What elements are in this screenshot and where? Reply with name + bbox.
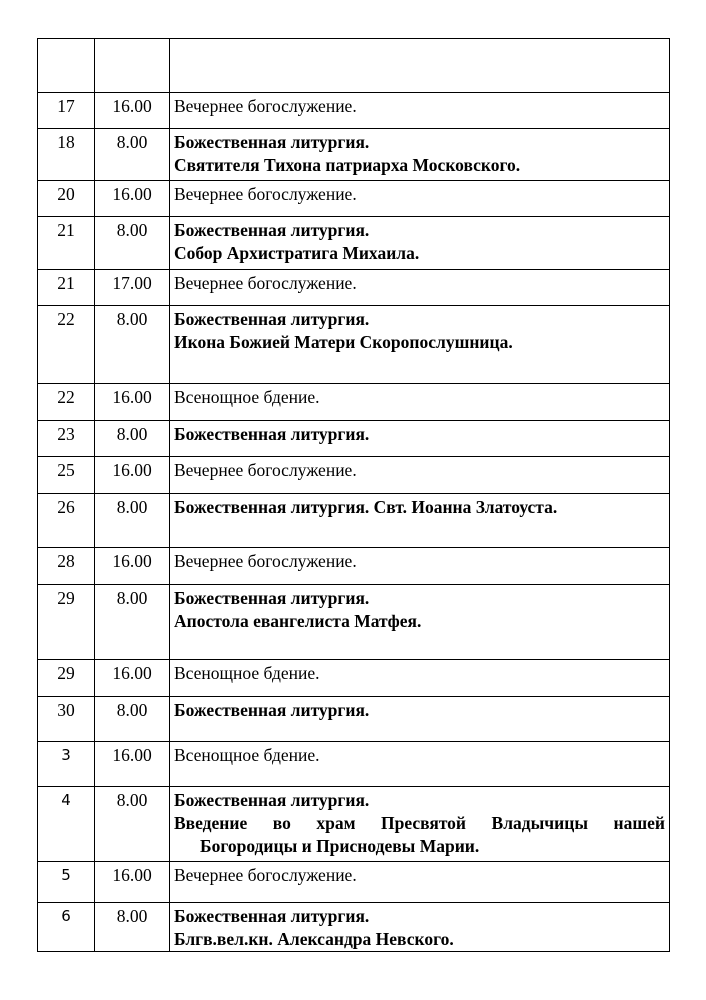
table-row [38,181,670,217]
table-row [38,384,670,421]
service-cell [170,548,670,585]
time-cell: 16.00 [95,548,170,585]
service-line: Святителя Тихона патриарха Московского. [174,155,521,175]
day-cell [38,39,95,93]
time-cell: 8.00 [95,494,170,548]
service-cell [170,421,670,457]
table-row [38,787,670,862]
day-cell: 3 [38,742,95,787]
day-cell: 29 [38,585,95,660]
service-cell [170,457,670,494]
service-cell [170,862,670,903]
time-cell: 16.00 [95,742,170,787]
service-cell [170,697,670,742]
service-line: Вечернее богослужение. [174,551,357,571]
time-cell: 16.00 [95,384,170,421]
service-cell [170,270,670,306]
service-line: Божественная литургия. [174,906,370,926]
service-line: Икона Божией Матери Скоропослушница. [174,332,513,352]
service-line: Вечернее богослужение. [174,96,357,116]
table-row [38,306,670,384]
day-cell: 25 [38,457,95,494]
service-line: Божественная литургия. [174,588,370,608]
service-line: Божественная литургия. [174,309,370,329]
service-cell [170,787,670,862]
service-cell [170,181,670,217]
time-cell: 16.00 [95,862,170,903]
day-cell: 21 [38,270,95,306]
table-row [38,697,670,742]
service-line: Введение во храм Пресвятой Владычицы нашей [174,813,665,833]
service-line: Всенощное бдение. [174,387,320,407]
table-row [38,270,670,306]
service-cell [170,129,670,181]
table-row [38,39,670,93]
day-cell: 21 [38,217,95,270]
service-cell [170,742,670,787]
service-cell [170,660,670,697]
service-line: Божественная литургия. [174,424,370,444]
service-line: Апостола евангелиста Матфея. [174,611,422,631]
service-cell [170,384,670,421]
time-cell [95,39,170,93]
day-cell: 18 [38,129,95,181]
day-cell: 17 [38,93,95,129]
day-cell: 30 [38,697,95,742]
day-cell: 20 [38,181,95,217]
time-cell: 8.00 [95,903,170,952]
time-cell: 8.00 [95,585,170,660]
table-row [38,129,670,181]
time-cell: 8.00 [95,697,170,742]
table-row [38,660,670,697]
day-cell: 5 [38,862,95,903]
service-line: Собор Архистратига Михаила. [174,243,420,263]
time-cell: 16.00 [95,457,170,494]
table-row [38,548,670,585]
table-row [38,494,670,548]
table-row [38,903,670,952]
day-cell: 28 [38,548,95,585]
day-cell: 22 [38,306,95,384]
service-cell [170,39,670,93]
time-cell: 17.00 [95,270,170,306]
table-row [38,93,670,129]
service-line: Божественная литургия. Свт. Иоанна Златоуста. [174,497,558,517]
table-row [38,742,670,787]
service-cell [170,93,670,129]
service-cell [170,494,670,548]
time-cell: 8.00 [95,421,170,457]
table-row [38,457,670,494]
service-line: Блгв.вел.кн. Александра Невского. [174,929,454,949]
service-line: Вечернее богослужение. [174,273,357,293]
service-cell [170,585,670,660]
time-cell: 16.00 [95,93,170,129]
service-cell [170,903,670,952]
day-cell: 22 [38,384,95,421]
service-cell [170,217,670,270]
table-row [38,585,670,660]
day-cell: 6 [38,903,95,952]
time-cell: 8.00 [95,787,170,862]
day-cell: 29 [38,660,95,697]
day-cell: 4 [38,787,95,862]
service-line: Вечернее богослужение. [174,865,357,885]
service-line: Божественная литургия. [174,790,370,810]
service-line: Богородицы и Приснодевы Марии. [200,836,480,856]
day-cell: 26 [38,494,95,548]
time-cell: 8.00 [95,129,170,181]
service-schedule-table [37,38,670,952]
table-row [38,217,670,270]
table-row [38,421,670,457]
time-cell: 16.00 [95,181,170,217]
service-cell [170,306,670,384]
time-cell: 8.00 [95,217,170,270]
time-cell: 16.00 [95,660,170,697]
service-line: Всенощное бдение. [174,745,320,765]
service-line: Божественная литургия. [174,132,370,152]
service-line: Вечернее богослужение. [174,184,357,204]
service-line: Божественная литургия. [174,700,370,720]
service-line: Всенощное бдение. [174,663,320,683]
time-cell: 8.00 [95,306,170,384]
service-line: Вечернее богослужение. [174,460,357,480]
service-line: Божественная литургия. [174,220,370,240]
schedule-body [38,39,670,952]
table-row [38,862,670,903]
day-cell: 23 [38,421,95,457]
